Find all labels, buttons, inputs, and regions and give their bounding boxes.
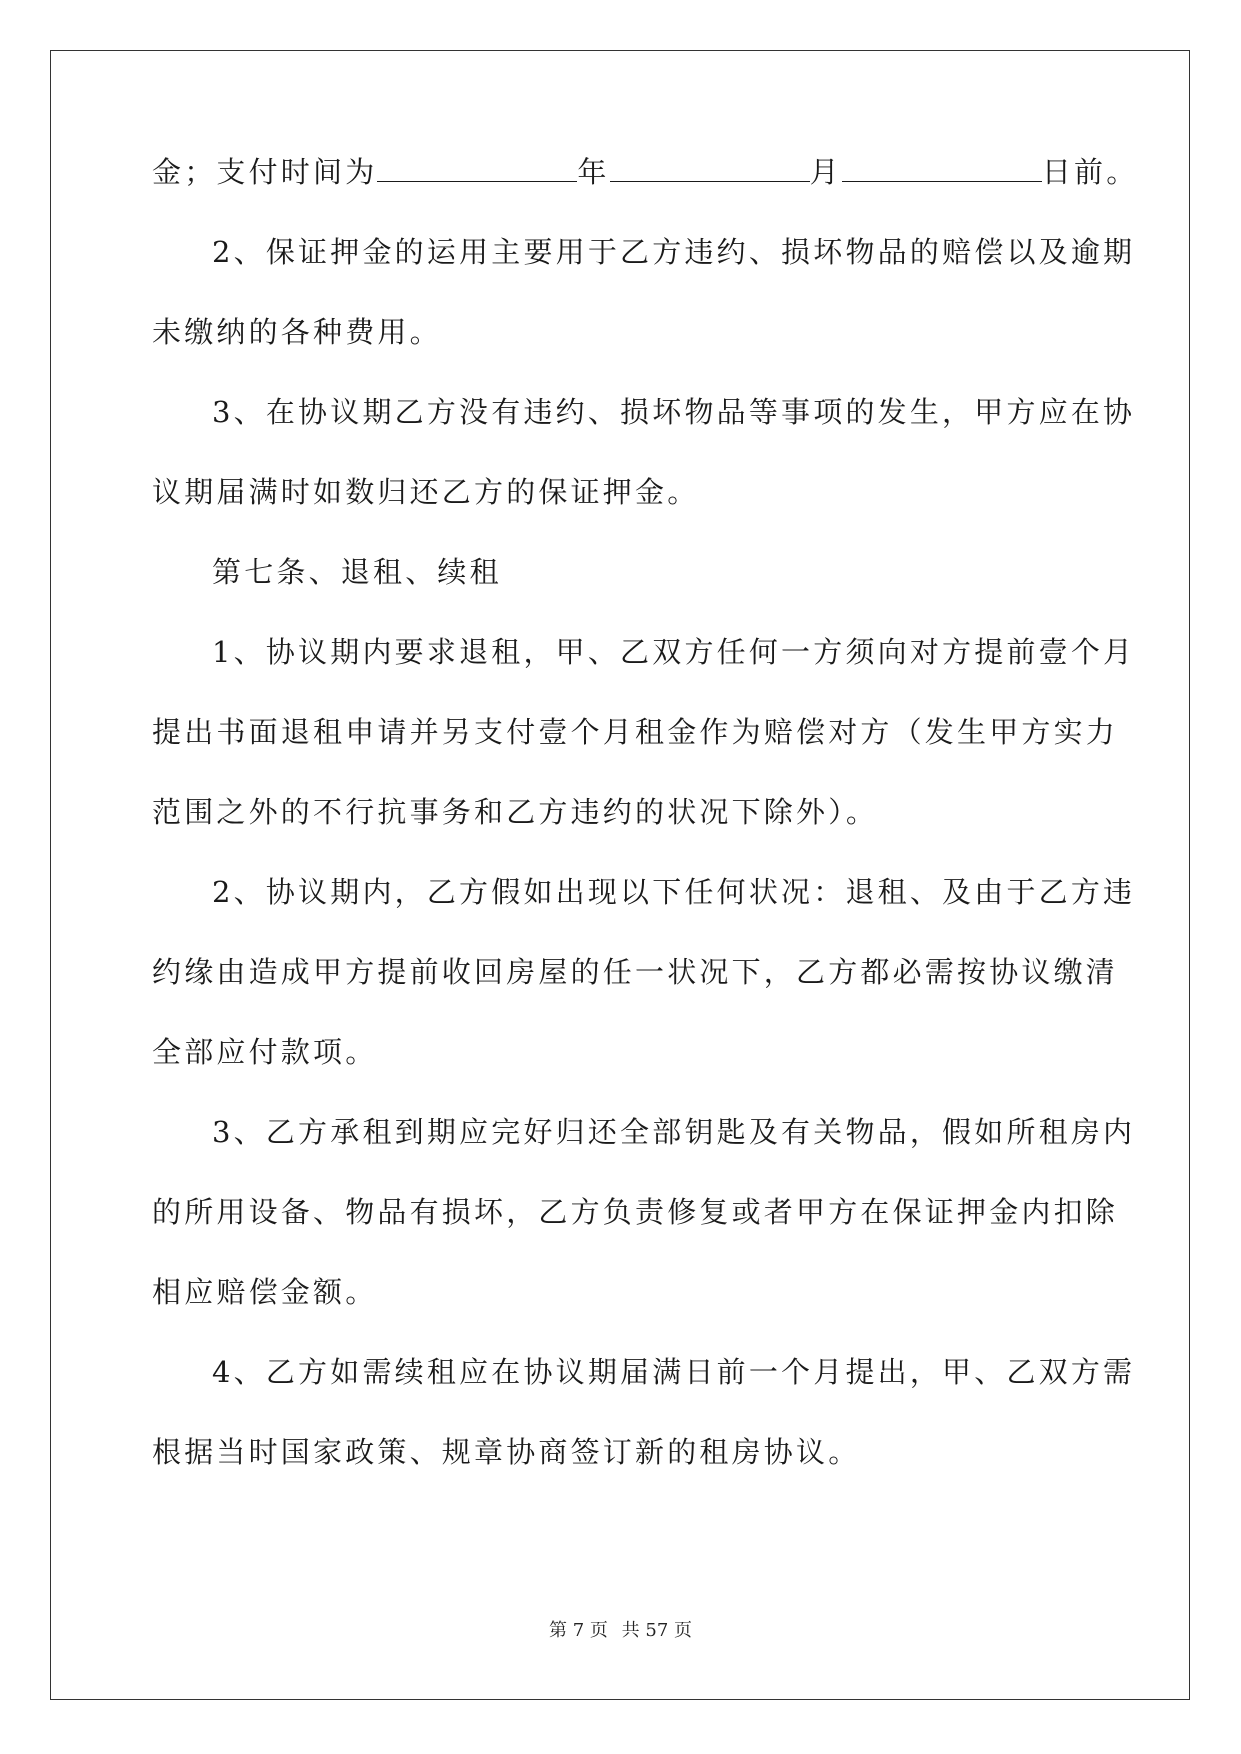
- clause-7-3-line-2: 的所用设备、物品有损坏，乙方负责修复或者甲方在保证押金内扣除: [152, 1195, 1119, 1229]
- clause-7-3-line-1: 3、乙方承租到期应完好归还全部钥匙及有关物品，假如所租房内: [212, 1115, 1136, 1149]
- day-label: 日前。: [1041, 155, 1139, 189]
- clause-7-4-line-2: 根据当时国家政策、规章协商签订新的租房协议。: [152, 1435, 861, 1469]
- day-blank: [842, 155, 1042, 182]
- clause-7-3-line-3: 相应赔偿金额。: [152, 1275, 378, 1309]
- page-number: 第 7 页: [549, 1620, 608, 1641]
- page-total: 共 57 页: [621, 1620, 692, 1641]
- payment-time-label: 金；支付时间为: [152, 155, 378, 189]
- clause-7-2-line-3: 全部应付款项。: [152, 1035, 378, 1069]
- clause-6-2-line-2: 未缴纳的各种费用。: [152, 315, 442, 349]
- clause-7-1-line-3: 范围之外的不行抗事务和乙方违约的状况下除外）。: [152, 795, 879, 829]
- payment-time-line: [152, 152, 1138, 192]
- month-label: 月: [809, 155, 842, 189]
- month-blank: [610, 155, 810, 182]
- page-footer: [0, 1616, 1241, 1642]
- clause-7-2-line-1: 2、协议期内，乙方假如出现以下任何状况：退租、及由于乙方违: [212, 875, 1136, 909]
- clause-7-1-line-2: 提出书面退租申请并另支付壹个月租金作为赔偿对方（发生甲方实力: [152, 715, 1119, 749]
- clause-6-2-line-1: 2、保证押金的运用主要用于乙方违约、损坏物品的赔偿以及逾期: [212, 235, 1136, 269]
- article-7-heading: 第七条、退租、续租: [212, 555, 502, 589]
- year-blank: [377, 155, 577, 182]
- clause-6-3-line-2: 议期届满时如数归还乙方的保证押金。: [152, 475, 700, 509]
- clause-7-4-line-1: 4、乙方如需续租应在协议期届满日前一个月提出，甲、乙双方需: [212, 1355, 1136, 1389]
- clause-7-2-line-2: 约缘由造成甲方提前收回房屋的任一状况下，乙方都必需按协议缴清: [152, 955, 1119, 989]
- year-label: 年: [577, 155, 610, 189]
- clause-7-1-line-1: 1、协议期内要求退租，甲、乙双方任何一方须向对方提前壹个月: [212, 635, 1136, 669]
- clause-6-3-line-1: 3、在协议期乙方没有违约、损坏物品等事项的发生，甲方应在协: [212, 395, 1136, 429]
